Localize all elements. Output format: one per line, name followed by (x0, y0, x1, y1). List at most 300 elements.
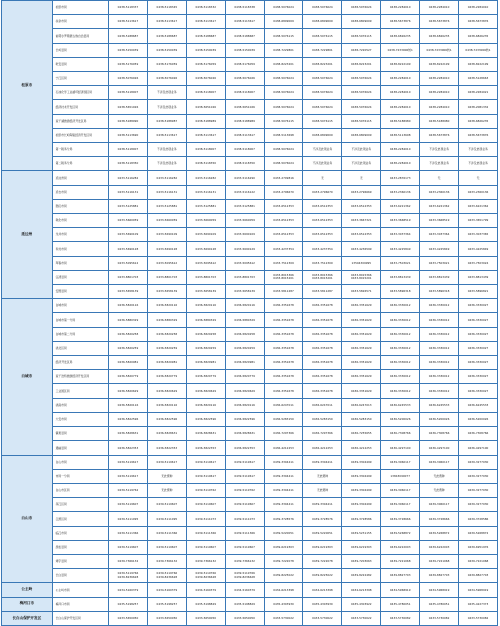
phone-cell: 0433-7503024 (459, 256, 498, 270)
phone-cell: 0438-5150039 (186, 43, 225, 57)
phone-cell: 0439-6219303 (303, 540, 342, 554)
phone-cell: 0436-5828631 (186, 427, 225, 441)
phone-cell: 0436-7308766 (381, 427, 420, 441)
phone-cell: 0439-3304499 (342, 469, 381, 483)
phone-cell: 0439-3304499 (342, 483, 381, 497)
unit-name: 江源区局 (52, 512, 108, 526)
phone-cell: 0439-5111366 (186, 526, 225, 540)
phone-cell: 0438-5118007 (109, 143, 148, 157)
phone-cell: 不涉及此项业务 (303, 157, 342, 171)
phone-cell: 0433-5690109 (109, 228, 148, 242)
phone-cell: 0433-2360136 (381, 185, 420, 199)
phone-cell: 0438-5118345 (147, 1, 186, 15)
phone-cell: 0436-3330012 (420, 384, 459, 398)
phone-cell: 0438-5076024 (342, 86, 381, 100)
phone-cell: 0436-5820981 (225, 356, 264, 370)
phone-cell: 0439-7366132 (225, 554, 264, 568)
phone-cell: 0438-2284010 (420, 1, 459, 15)
phone-cell: 0436-3351678 (264, 370, 303, 384)
phone-cell: 0436-3330027 (459, 327, 498, 341)
phone-cell: 0435-4303922 (342, 597, 381, 611)
phone-cell: 0436-5820629 (147, 384, 186, 398)
table-row (2, 100, 498, 114)
phone-cell: 不涉及此项业务 (147, 100, 186, 114)
unit-name: 白城市第一分局 (52, 313, 108, 327)
phone-cell: 0433-3668519 (420, 214, 459, 228)
table-row (2, 15, 498, 29)
phone-cell: 0439-5119607 (225, 540, 264, 554)
unit-name: 松原市局 (52, 1, 108, 15)
phone-cell: 0436-5200026 (459, 412, 498, 426)
phone-cell: 0438-5118350 (225, 157, 264, 171)
phone-cell: 0439-5119617 (186, 469, 225, 483)
phone-cell: 0438-6826235 (381, 29, 420, 43)
phone-cell: 0436-5820116 (225, 299, 264, 313)
phone-cell: 0438-5150039 (225, 43, 264, 57)
phone-cell: 0433-5826571 (342, 285, 381, 299)
phone-cell: 0436-3330012 (420, 313, 459, 327)
phone-cell: 0438-8222199 (420, 57, 459, 71)
phone-cell: 0433-5650050 (147, 611, 186, 625)
phone-cell: 0439-3304499 (342, 498, 381, 512)
phone-cell: 0438-2284010 (381, 86, 420, 100)
table-row (2, 398, 498, 412)
phone-cell: 0433-5690109 (186, 228, 225, 242)
unit-name: 白山市区局 (52, 483, 108, 497)
phone-cell: 0436-5820116 (109, 299, 148, 313)
phone-cell: 0433-2360136 (420, 185, 459, 199)
phone-cell: 0436-5820116 (186, 398, 225, 412)
phone-cell: 0433-5658139 (109, 285, 148, 299)
tax-contact-table (1, 0, 498, 626)
table-row (2, 1, 498, 15)
table-row (2, 86, 498, 100)
phone-cell: 0436-7297366 (264, 427, 303, 441)
phone-cell: 0439-8827703 (459, 569, 498, 583)
phone-cell: 0433-5730022 (264, 611, 303, 625)
phone-cell: 0436-7308766 (459, 427, 498, 441)
phone-cell: 0433-5116131 (186, 185, 225, 199)
phone-cell: 0439-7203063 (342, 554, 381, 568)
phone-cell: 0438-6826235 (459, 114, 498, 128)
phone-cell: 0433-3667321 (342, 214, 381, 228)
phone-cell: 0438-2081332 (459, 100, 498, 114)
phone-cell: 0438-5651026 (186, 100, 225, 114)
phone-cell: 0436-7297366 (303, 427, 342, 441)
phone-cell: 0438-5673876 (420, 128, 459, 142)
phone-cell: 0439-5119617 (225, 455, 264, 469)
table-row (2, 327, 498, 341)
phone-cell: 0433-5125881 (147, 199, 186, 213)
phone-cell: 0439-5111073 (225, 512, 264, 526)
phone-cell: 0438-2284010 (381, 1, 420, 15)
phone-cell: 0433-5116282 (186, 171, 225, 185)
phone-cell: 0439-3277030 (459, 469, 498, 483)
table-row (2, 228, 498, 242)
phone-cell: 不涉及此项业务 (459, 157, 498, 171)
phone-cell: 0433-8801703 (147, 270, 186, 284)
phone-cell: 0439-3728666 (420, 512, 459, 526)
phone-cell: 0439-5119607 (109, 498, 148, 512)
phone-cell: 0436-5822596 (147, 412, 186, 426)
phone-cell: 0436-5820779 (225, 370, 264, 384)
phone-cell: 无此费种 (303, 469, 342, 483)
phone-cell: 0438-6809009 (303, 15, 342, 29)
phone-cell: 不涉及此项业务 (459, 143, 498, 157)
phone-cell: 0434-5160379 (225, 583, 264, 597)
phone-cell: 0438-8223201 (303, 57, 342, 71)
phone-cell: 0436-3351629 (342, 384, 381, 398)
unit-name: 工业园区局 (52, 384, 108, 398)
phone-cell: 0433-6512353 (264, 214, 303, 228)
phone-cell: 0433-3037364 (420, 228, 459, 242)
phone-cell: 0436-5283150 (342, 412, 381, 426)
table-row (2, 583, 498, 597)
phone-cell: 0438-2284021 (459, 86, 498, 100)
phone-cell: 0438-5113617 (225, 15, 264, 29)
table-row (2, 597, 498, 611)
phone-cell: 0436-5200026 (420, 412, 459, 426)
phone-cell: 0438-5118350 (186, 157, 225, 171)
phone-cell: 0436-3330012 (381, 370, 420, 384)
phone-cell: 0433-5095612 (186, 256, 225, 270)
phone-cell: 0439-5119607 (186, 540, 225, 554)
phone-cell: 0438-6826235 (459, 29, 498, 43)
phone-cell: 0433-4237354 (264, 242, 303, 256)
table-row (2, 143, 498, 157)
phone-cell: 0436-3351629 (342, 370, 381, 384)
phone-cell: 0438-5188989 (186, 114, 225, 128)
phone-cell: 0436-5828631 (109, 427, 148, 441)
phone-cell: 0438-5113617 (186, 128, 225, 142)
phone-cell: 0436-5820259 (186, 341, 225, 355)
phone-cell: 0438-5673876 (459, 15, 498, 29)
phone-cell: 0436-5820629 (225, 384, 264, 398)
phone-cell: 0433-8015366 0433-8015201 (342, 270, 381, 284)
phone-cell: 0436-5820629 (109, 384, 148, 398)
phone-cell: 0439-5119607 (186, 498, 225, 512)
phone-cell: 0438-5076024 (264, 86, 303, 100)
table-row (2, 483, 498, 497)
phone-cell: 0436-3330012 (381, 327, 420, 341)
phone-cell: 0438-2284010 (381, 143, 420, 157)
unit-name: 临江市局 (52, 526, 108, 540)
unit-name: 公主岭市局 (52, 583, 108, 597)
phone-cell: 0436-3351629 (342, 356, 381, 370)
phone-cell: 0433-6512353 (342, 199, 381, 213)
phone-cell: 0436-5822353 (186, 441, 225, 455)
phone-cell: 0433-6221362 (381, 199, 420, 213)
phone-cell: 0439-3277030 (459, 483, 498, 497)
phone-cell: 0434-5160379 (109, 583, 148, 597)
phone-cell: 0433-5811287 (264, 285, 303, 299)
phone-cell: 0433-6512353 (264, 199, 303, 213)
phone-cell: 0438-7220527 (342, 43, 381, 57)
phone-cell: 0439-5119762 (186, 483, 225, 497)
phone-cell: 0438-5118007 (186, 86, 225, 100)
table-row (2, 412, 498, 426)
phone-cell: 0433-6512353 (342, 228, 381, 242)
phone-cell: 0438-5188980 (381, 114, 420, 128)
phone-cell: 0439-3728586 (342, 512, 381, 526)
phone-cell: 0433-4225849 (381, 242, 420, 256)
phone-cell: 0433-8801703 (109, 270, 148, 284)
unit-name: 经济开发区局 (52, 356, 108, 370)
phone-cell: 0433-5690128 (147, 242, 186, 256)
phone-cell: 0433-5116290 (225, 171, 264, 185)
phone-cell: 0434-5968919 (459, 583, 498, 597)
phone-cell: 0433-8813439 (420, 270, 459, 284)
table-row (2, 341, 498, 355)
phone-cell: 0438-5188987 (147, 114, 186, 128)
phone-cell: 0436-5880329 (147, 313, 186, 327)
unit-name: 洮北区局 (52, 341, 108, 355)
unit-name: 第一税务分局 (52, 143, 108, 157)
phone-cell: 0433-5730022 (303, 611, 342, 625)
table-row (2, 469, 498, 483)
unit-name: 大安市局 (52, 412, 108, 426)
phone-cell: 0433-3651799 (459, 214, 498, 228)
phone-cell: 0438-5076115 (342, 114, 381, 128)
unit-name: 图们市局 (52, 199, 108, 213)
phone-cell: 0436-7255655 (342, 427, 381, 441)
phone-cell: 0436-5820259 (109, 341, 148, 355)
phone-cell: 0438-5188980 (420, 114, 459, 128)
unit-name: 和龙市局 (52, 242, 108, 256)
phone-cell: 0439-5119762 (225, 483, 264, 497)
phone-cell: 0438-5118337 (109, 1, 148, 15)
phone-cell: 0439-3728666 (381, 512, 420, 526)
phone-cell: 0433-3668519 (381, 214, 420, 228)
phone-cell: 0436-3330012 (381, 313, 420, 327)
phone-cell: 0433-5650050 (109, 611, 148, 625)
phone-cell: 0436-5283150 (303, 412, 342, 426)
phone-cell: 0433-5095612 (109, 256, 148, 270)
phone-cell: 不涉及此项业务 (147, 157, 186, 171)
phone-cell: 0438-5176059 (147, 57, 186, 71)
unit-name: 石油化学工业循环经济园区局 (52, 86, 108, 100)
phone-cell: 0438-5076026 (186, 72, 225, 86)
phone-cell: 0436-5822353 (147, 441, 186, 455)
phone-cell: 0439-5268872 (420, 526, 459, 540)
phone-cell: 0439-7366132 (147, 554, 186, 568)
phone-cell: 0436-5820258 (109, 327, 148, 341)
phone-cell: 0436-3330027 (459, 341, 498, 355)
phone-cell: 0436-5820258 (186, 327, 225, 341)
phone-cell: 0436-3351678 (264, 313, 303, 327)
phone-cell: 0433-2360136 (459, 185, 498, 199)
phone-cell: 0439-5111095 (109, 512, 148, 526)
phone-cell: 0433-5660059 (186, 214, 225, 228)
phone-cell: 0438-2284010 (459, 1, 498, 15)
phone-cell: 0435-5198829 (225, 597, 264, 611)
phone-cell: 0433-7512309 (303, 256, 342, 270)
phone-cell: 0433-6512353 (303, 199, 342, 213)
phone-cell: 无 (420, 171, 459, 185)
phone-cell: 0438-5076024 (303, 72, 342, 86)
table-row (2, 455, 498, 469)
phone-cell: 0436-5820981 (186, 356, 225, 370)
unit-name: 经济技术开发区局 (52, 100, 108, 114)
phone-cell: 0438-5076024 (264, 72, 303, 86)
phone-cell: 0436-3330012 (420, 356, 459, 370)
phone-cell: 0439-5220051 (303, 526, 342, 540)
phone-cell: 0436-4212253 (303, 441, 342, 455)
phone-cell: 无此费种 (147, 469, 186, 483)
phone-cell: 0436-5828631 (225, 427, 264, 441)
phone-cell: 0433-6221362 (420, 199, 459, 213)
phone-cell: 0436-6247013 (342, 398, 381, 412)
table-row (2, 214, 498, 228)
phone-cell: 0433-5658139 (186, 285, 225, 299)
phone-cell: 0438-5118007 (225, 143, 264, 157)
phone-cell: 0438-7233006转1 (459, 43, 498, 57)
phone-cell: 0433-2796669 (342, 185, 381, 199)
region-name: 白城市 (2, 299, 53, 455)
phone-cell: 0439-7221068 (381, 554, 420, 568)
phone-cell: 0436-4297100 (459, 441, 498, 455)
unit-name: 白城市第二分局 (52, 327, 108, 341)
phone-cell: 0439-5111366 (109, 526, 148, 540)
phone-cell: 不涉及此项业务 (147, 86, 186, 100)
phone-cell: 0433-6512353 (264, 228, 303, 242)
unit-name: 延边州局 (52, 171, 108, 185)
phone-cell: 0439-3060117 (381, 455, 420, 469)
phone-cell: 0436-5822596 (109, 412, 148, 426)
phone-cell: 0433-5690128 (109, 242, 148, 256)
phone-cell: 0436-5822353 (109, 441, 148, 455)
phone-cell: 0436-4297100 (381, 441, 420, 455)
phone-cell: 0433-5690128 (186, 242, 225, 256)
table-row (2, 611, 498, 625)
phone-cell: 0438-5188990 (109, 114, 148, 128)
phone-cell: 0439-3304411 (264, 455, 303, 469)
phone-cell: 0434-6213398 (303, 583, 342, 597)
phone-cell: 0433-5690129 (225, 242, 264, 256)
phone-cell: 0433-7512309 (264, 256, 303, 270)
phone-cell: 0438-5188989 (225, 114, 264, 128)
phone-cell: 0436-5820116 (225, 398, 264, 412)
phone-cell: 0433-5730082 (420, 611, 459, 625)
phone-cell: 0439-5111073 (186, 512, 225, 526)
phone-cell: 0433-6512353 (303, 228, 342, 242)
phone-cell: 0438-5076115 (342, 29, 381, 43)
table-row (2, 299, 498, 313)
phone-cell: 0433-5730082 (459, 611, 498, 625)
phone-cell: 无此费种 (303, 483, 342, 497)
phone-cell: 0438-5176059 (225, 57, 264, 71)
phone-cell: 0438-5076024 (264, 157, 303, 171)
phone-cell: 0439-8222482 (342, 569, 381, 583)
phone-cell: 0439-5119607 (225, 498, 264, 512)
phone-cell: 0439-5111095 (147, 512, 186, 526)
phone-cell: 0433-5690109 (147, 228, 186, 242)
phone-cell: 0439-5119766 0439-8236628 (147, 569, 186, 583)
phone-cell: 0433-4225849 (459, 242, 498, 256)
phone-cell: 0438-5076026 (225, 72, 264, 86)
phone-cell: 0436-3351678 (264, 299, 303, 313)
phone-cell: 0436-3330027 (459, 299, 498, 313)
phone-cell: 0436-5880329 (109, 313, 148, 327)
phone-cell: 0438-5176059 (186, 57, 225, 71)
phone-cell: 0433-8015366 0433-8015201 (264, 270, 303, 284)
unit-name: 扶余市局 (52, 15, 108, 29)
phone-cell: 0436-5820779 (109, 370, 148, 384)
unit-name: 珲春市局 (52, 256, 108, 270)
phone-cell: 0436-5820116 (147, 299, 186, 313)
phone-cell: 0439-6219303 (342, 540, 381, 554)
phone-cell: 0438-6809009 (342, 128, 381, 142)
phone-cell: 0436-5828631 (147, 427, 186, 441)
table-row (2, 554, 498, 568)
phone-cell: 0439-7221068 (459, 554, 498, 568)
phone-cell: 0436-5880329 (186, 313, 225, 327)
phone-cell: 0433-5116282 (109, 171, 148, 185)
phone-cell: 0438-5188687 (147, 29, 186, 43)
phone-cell: 0439-7222078 (303, 554, 342, 568)
phone-cell: 0438-2284010 (420, 72, 459, 86)
phone-cell: 0436-3330012 (420, 370, 459, 384)
phone-cell: 0439-6222003 (420, 540, 459, 554)
phone-cell: 0433-4237354 (303, 242, 342, 256)
phone-cell: 0436-6245533 (420, 398, 459, 412)
phone-cell: 0436-6247011 (264, 398, 303, 412)
phone-cell: 0436-3351678 (303, 370, 342, 384)
phone-cell: 0438-5113698 (381, 128, 420, 142)
unit-name: 长白县局 (52, 569, 108, 583)
phone-cell: 0436-5820116 (147, 398, 186, 412)
phone-cell: 不涉及此项业务 (420, 143, 459, 157)
unit-name: 宁江区局 (52, 72, 108, 86)
phone-cell: 0433-7503021 (420, 256, 459, 270)
phone-cell: 0439-5111366 (147, 526, 186, 540)
phone-cell: 0439-6951976 (459, 540, 498, 554)
phone-cell: 0433-3037365 (459, 228, 498, 242)
phone-cell: 0438-5113617 (147, 128, 186, 142)
phone-cell: 0438-5076115 (303, 29, 342, 43)
phone-cell: 0438-6826235 (420, 29, 459, 43)
phone-cell: 0433-7503021 (381, 256, 420, 270)
table-row (2, 526, 498, 540)
phone-cell: 0438-8222199 (381, 57, 420, 71)
phone-cell: 0438-5076024 (264, 1, 303, 15)
phone-cell: 0436-5820779 (147, 370, 186, 384)
phone-cell: 0436-4297100 (420, 441, 459, 455)
phone-cell: 0434-5160379 (186, 583, 225, 597)
phone-cell: 0435-4303930 (303, 597, 342, 611)
table-row (2, 427, 498, 441)
phone-cell: 不涉及此项业务 (342, 143, 381, 157)
phone-cell: 0439-3728576 (303, 512, 342, 526)
phone-cell: 0439-7222078 (264, 554, 303, 568)
phone-cell: 0436-5820258 (147, 327, 186, 341)
phone-cell: 0439-5231155 (342, 526, 381, 540)
region-name: 梅河口市 (2, 597, 53, 611)
phone-cell: 0439-5220051 (264, 526, 303, 540)
phone-cell: 0438-6809009 (264, 15, 303, 29)
table-row (2, 157, 498, 171)
phone-cell: 0433-8813439 (459, 270, 498, 284)
phone-cell: 0436-3351678 (303, 327, 342, 341)
unit-name: 通榆县局 (52, 441, 108, 455)
phone-cell: 0436-3351678 (264, 341, 303, 355)
phone-cell: 0436-3330012 (381, 356, 420, 370)
unit-name: 查干浩特旅游经济开发区局 (52, 370, 108, 384)
phone-cell: 0433-5116131 (147, 185, 186, 199)
phone-cell: 0439-7366132 (186, 554, 225, 568)
phone-cell: 0436-3330012 (420, 299, 459, 313)
phone-cell: 0438-5651026 (225, 100, 264, 114)
